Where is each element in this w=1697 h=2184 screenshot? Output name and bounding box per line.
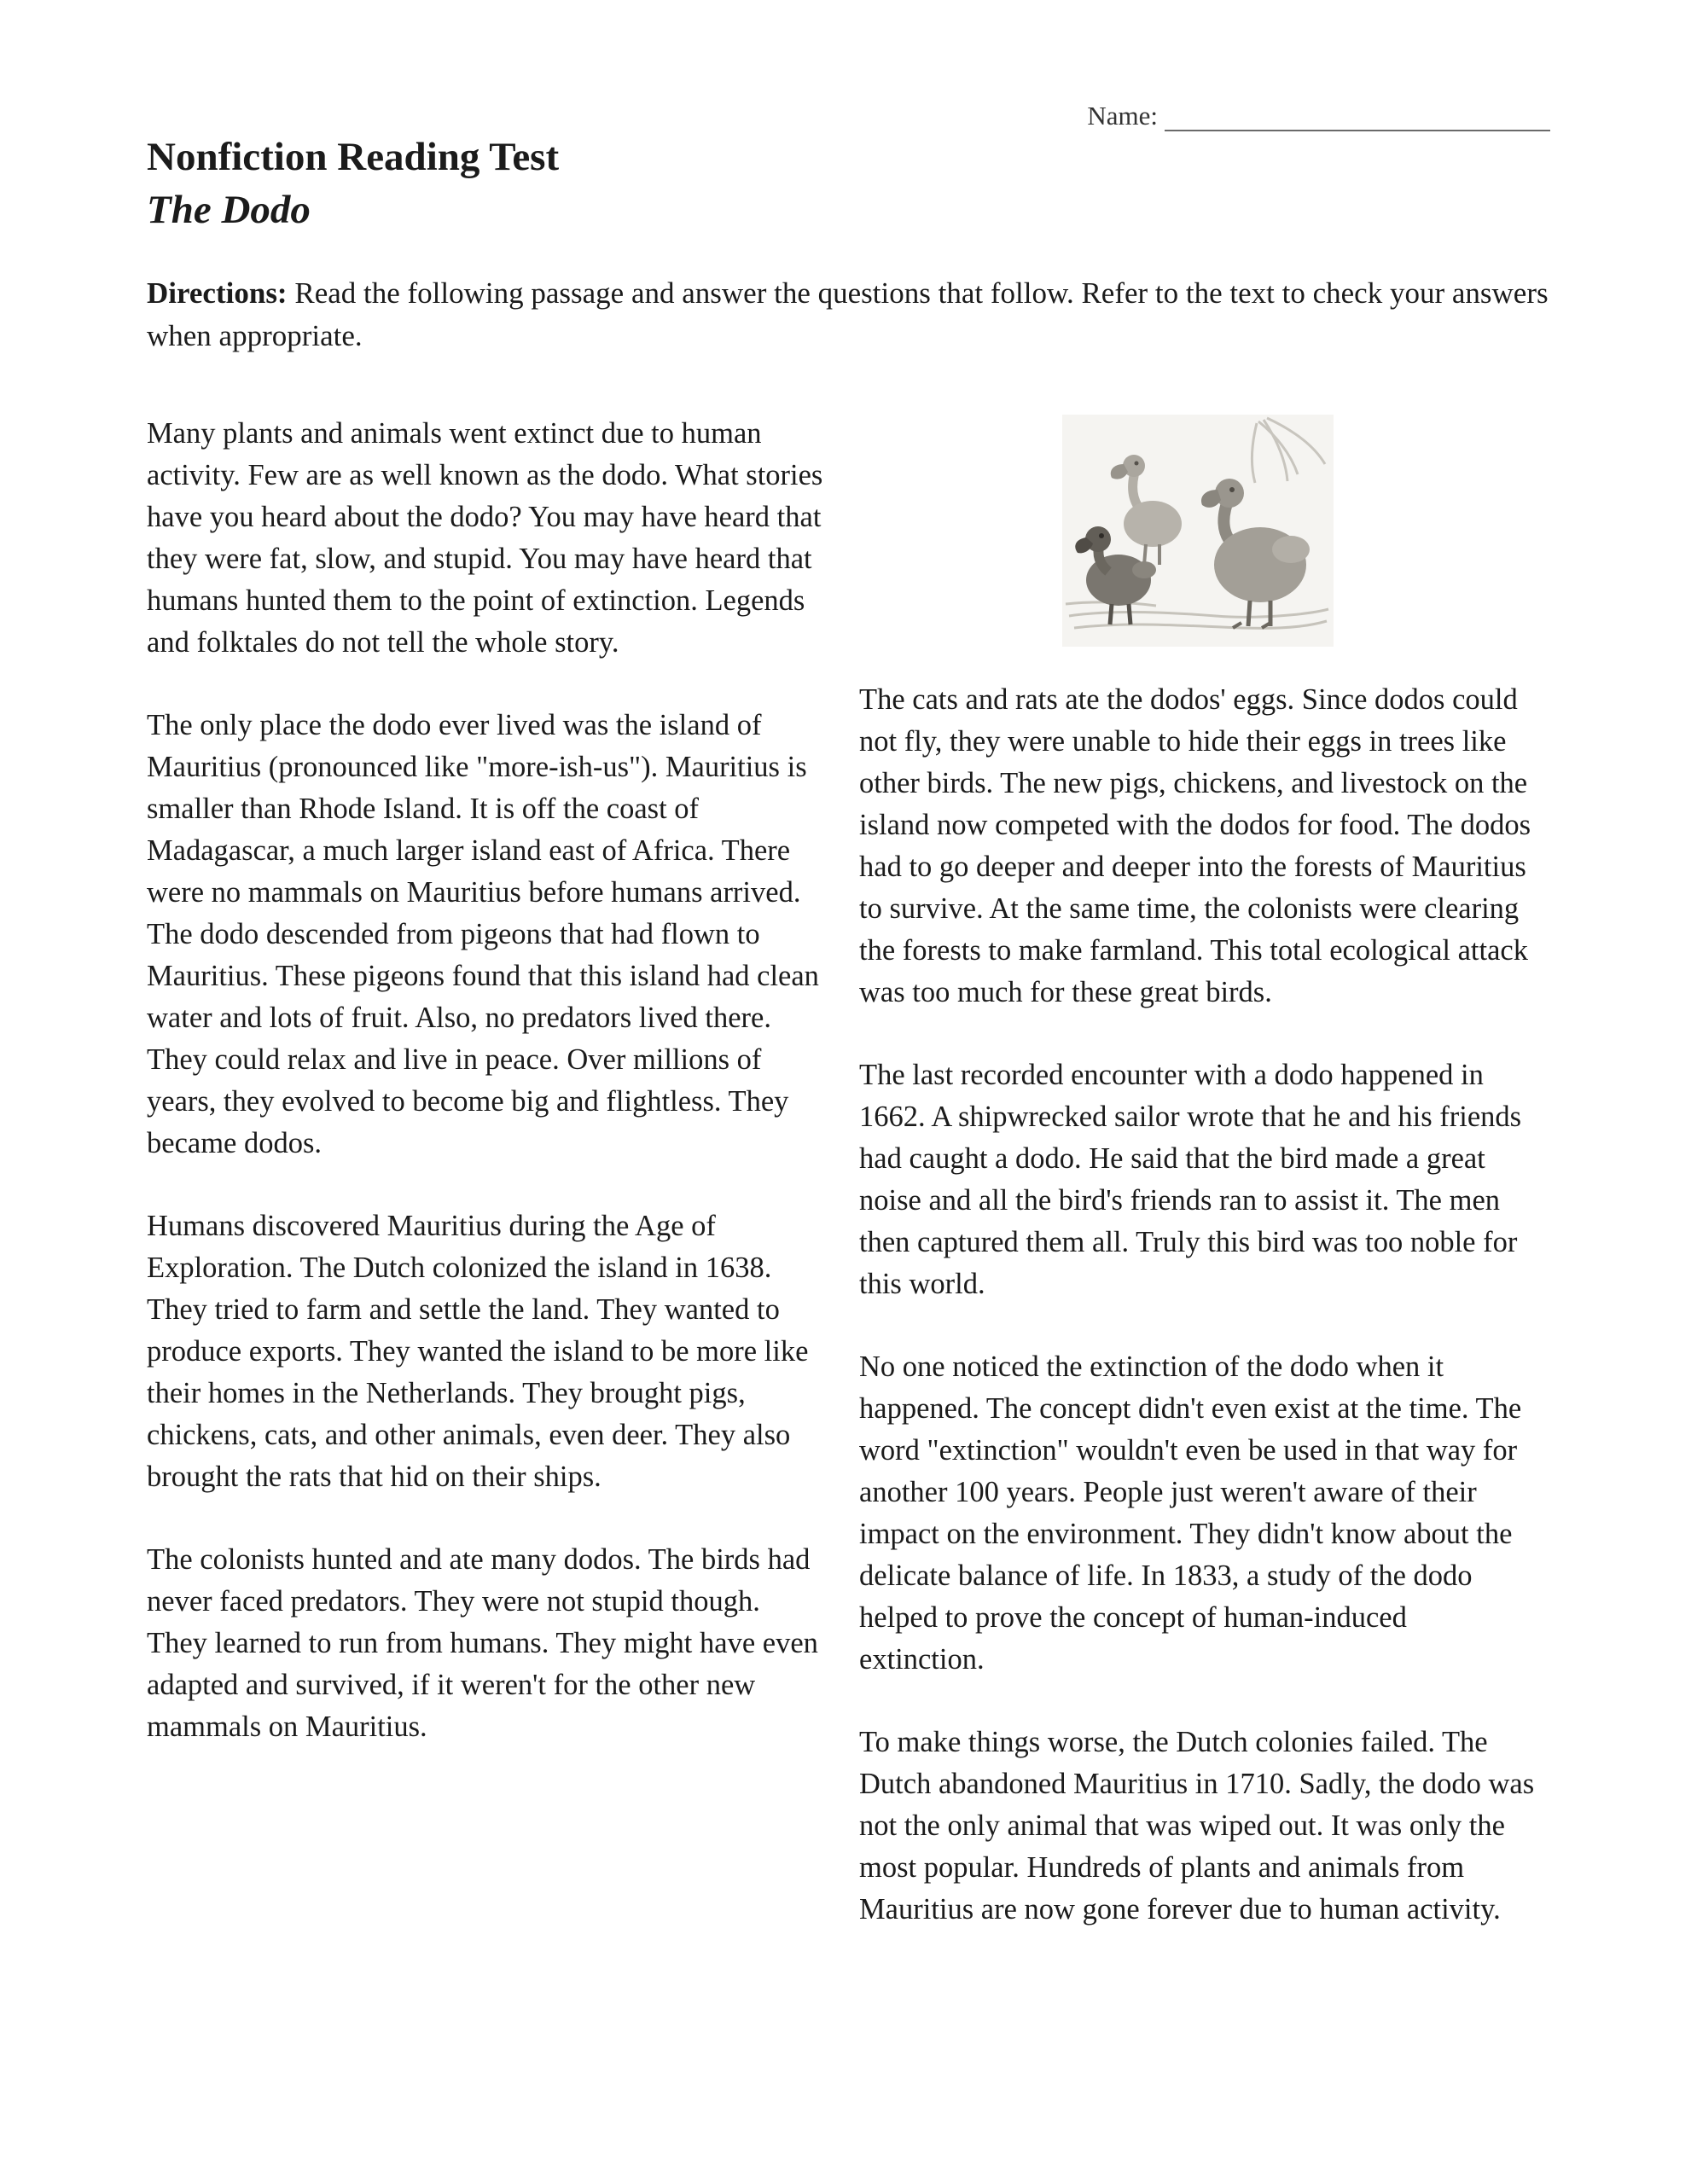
passage-paragraph: The only place the dodo ever lived was the island of Mauritius (pronounced like "more-ish-us"). Mauritius is smaller than Rhode Island. It is off the coast of Madagascar, a much larger island east of Africa. There were no mammals on Mauritius before humans arrived. The dodo descended from pigeons that had flown to Mauritius. These pigeons found that this island had clean water and lots of fruit. Also, no predators lived there. They could relax and live in peace. Over millions of years, they evolved to become big and flightless. They became dodos. [147,708,819,1159]
passage-paragraph: No one noticed the extinction of the dodo when it happened. The concept didn't even exist at the time. The word "extinction" wouldn't even be used in that way for another 100 years. People just weren't aware of their impact on the environment. They didn't know about the delicate balance of life. In 1833, a study of the dodo helped to prove the concept of human-induced extinction. [859,1350,1522,1676]
directions-label: Directions: [147,276,288,310]
passage-paragraph: The colonists hunted and ate many dodos. The birds had never faced predators. They were not stupid though. They learned to run from humans. They might have even adapted and survived, if it weren't for the other new mammals on Mauritius. [147,1542,818,1743]
dodo-illustration [1062,415,1334,647]
directions-text: Read the following passage and answer the questions that follow. Refer to the text to check your answers when appropriate. [147,276,1549,353]
directions [147,272,1550,358]
right-column [859,413,1536,1931]
name-row [147,96,1550,131]
passage-paragraph: The cats and rats ate the dodos' eggs. Since dodos could not fly, they were unable to hide their eggs in trees like other birds. The new pigs, chickens, and livestock on the island now competed with the dodos for food. The dodos had to go deeper and deeper into the forests of Mauritius to survive. At the same time, the colonists were clearing the forests to make farmland. This total ecological attack was too much for these great birds. [859,682,1531,1008]
passage-columns [147,413,1550,1931]
passage-paragraph: Humans discovered Mauritius during the Age of Exploration. The Dutch colonized the island in 1638. They tried to farm and settle the land. They wanted to produce exports. They wanted the island to be more like their homes in the Netherlands. They brought pigs, chickens, cats, and other animals, even deer. They also brought the rats that hid on their ships. [147,1209,809,1493]
passage-paragraph: Many plants and animals went extinct due to human activity. Few are as well known as the dodo. What stories have you heard about the dodo? You may have heard that they were fat, slow, and stupid. You may have heard that humans hunted them to the point of extinction. Legends and folktales do not tell the whole story. [147,416,823,659]
page-title: Nonfiction Reading Test [147,135,560,179]
dodo-figure [1062,415,1334,647]
passage-paragraph: To make things worse, the Dutch colonies failed. The Dutch abandoned Mauritius in 1710. Sadly, the dodo was not the only animal that was wiped out. It was only the most popular. Hundreds of plants and animals from Mauritius are now gone forever due to human activity. [859,1725,1535,1926]
passage-paragraph: The last recorded encounter with a dodo happened in 1662. A shipwrecked sailor wrote that he and his friends had caught a dodo. He said that the bird made a great noise and all the bird's friends ran to assist it. The men then captured them all. Truly this bird was too noble for this world. [859,1058,1522,1300]
name-label: Name: [1087,101,1158,131]
page-subtitle: The Dodo [147,188,311,233]
left-column [147,413,823,1931]
name-blank-line [1165,102,1550,131]
